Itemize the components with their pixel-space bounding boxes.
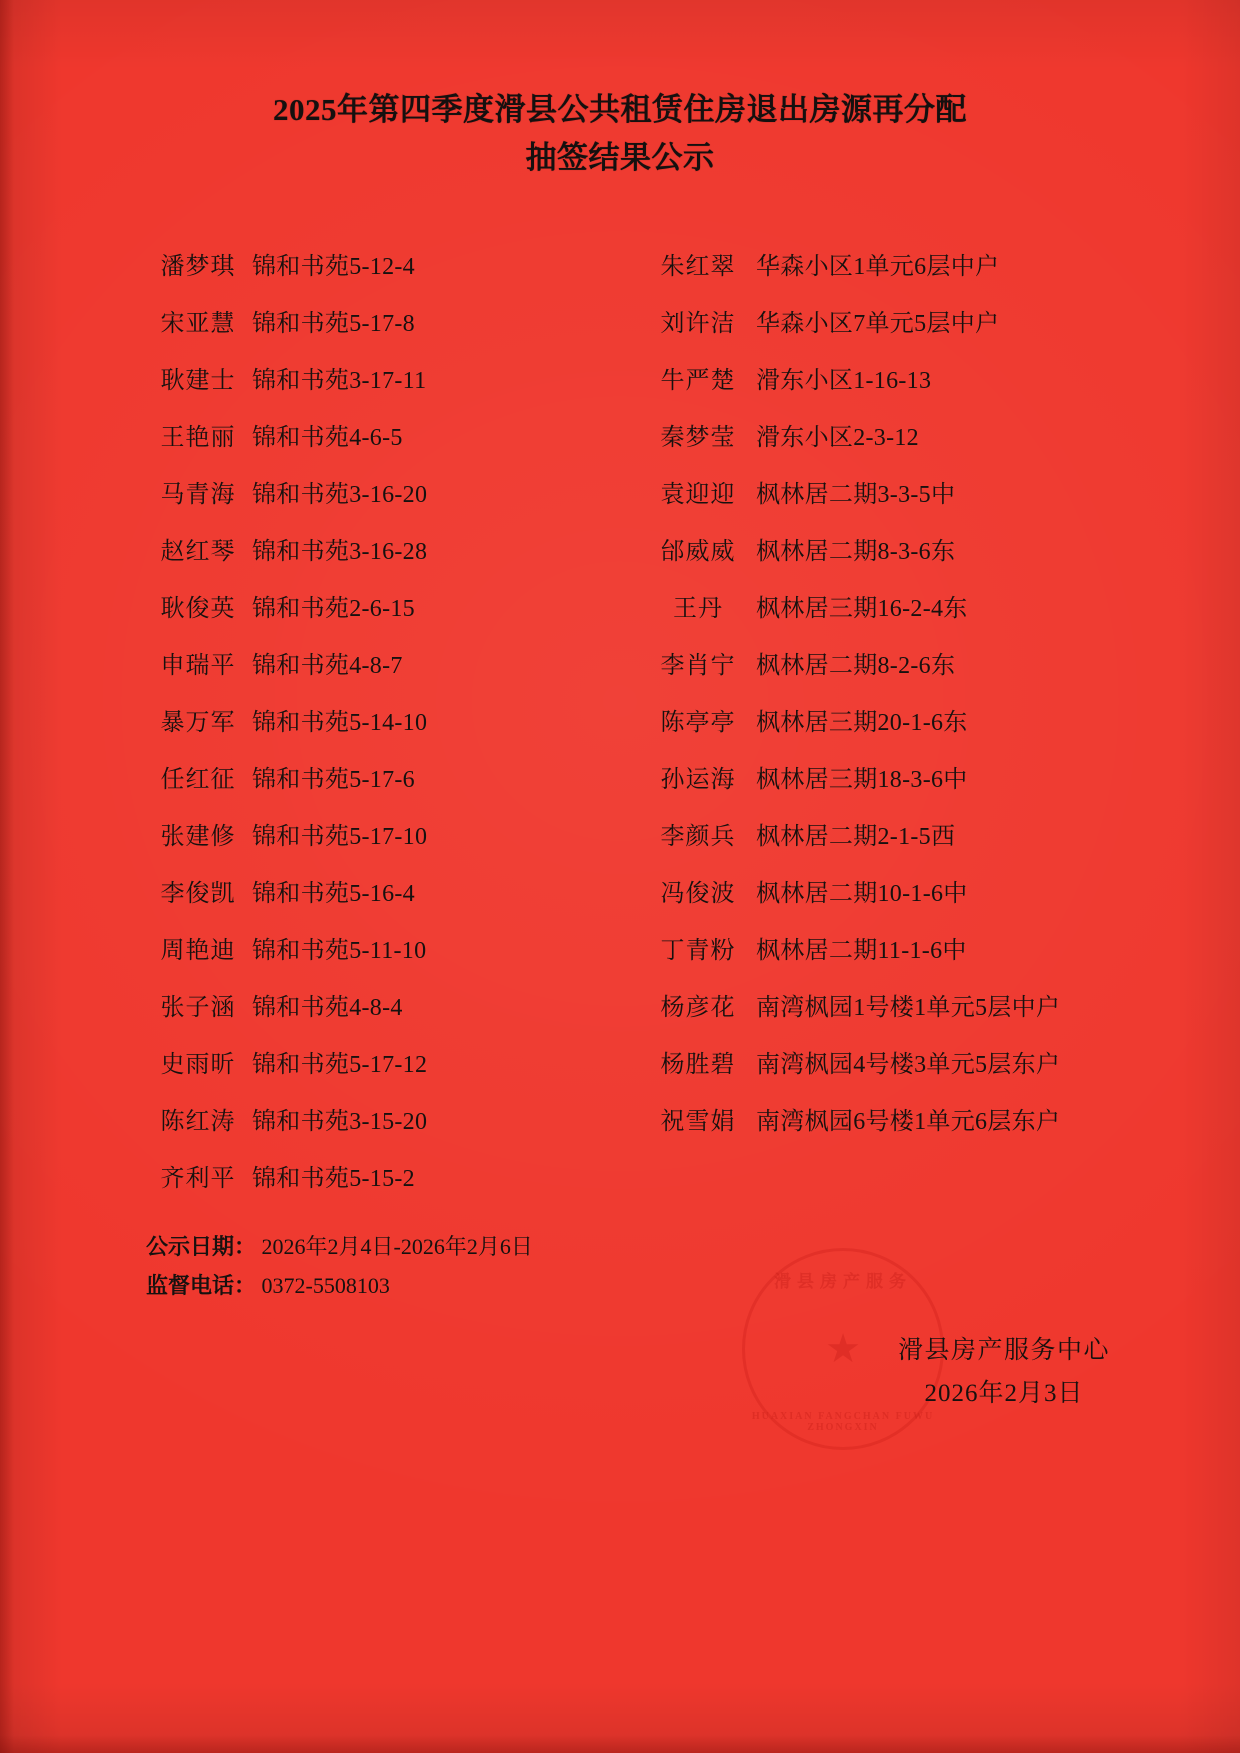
footer-info [146,1228,533,1305]
applicant-name: 王艳丽 [160,425,236,452]
applicant-name: 朱红翠 [660,254,736,281]
apartment-address: 锦和书苑5-11-10 [252,938,427,965]
apartment-address: 锦和书苑5-17-12 [252,1052,428,1079]
applicant-name: 耿俊英 [160,596,236,623]
apartment-address: 锦和书苑4-8-7 [252,653,403,680]
applicant-name: 赵红琴 [160,539,236,566]
list-item [640,759,1112,816]
apartment-address: 枫林居二期3-3-5中 [756,482,956,509]
supervision-phone-row [146,1267,533,1306]
apartment-address: 锦和书苑5-15-2 [252,1166,415,1193]
list-item [640,474,1112,531]
applicant-name: 牛严楚 [660,368,736,395]
list-item [640,1101,1112,1158]
result-column-left [128,246,620,1215]
publicity-period-value: 2026年2月4日-2026年2月6日 [261,1234,533,1259]
star-icon: ★ [825,1326,861,1371]
list-item [640,531,1112,588]
apartment-address: 锦和书苑2-6-15 [252,596,415,623]
applicant-name: 秦梦莹 [660,425,736,452]
list-item [144,702,620,759]
list-item [144,1158,620,1215]
applicant-name: 张建修 [160,824,236,851]
apartment-address: 锦和书苑4-8-4 [252,995,403,1022]
applicant-name: 宋亚慧 [160,311,236,338]
applicant-name: 李肖宁 [660,653,736,680]
apartment-address: 锦和书苑5-17-10 [252,824,428,851]
apartment-address: 锦和书苑3-15-20 [252,1109,428,1136]
applicant-name: 陈红涛 [160,1109,236,1136]
list-item [144,987,620,1044]
list-item [144,303,620,360]
list-item [144,246,620,303]
list-item [144,588,620,645]
publicity-period-row [146,1228,533,1267]
apartment-address: 锦和书苑5-16-4 [252,881,415,908]
list-item [144,474,620,531]
apartment-address: 滑东小区1-16-13 [756,368,932,395]
list-item [144,759,620,816]
apartment-address: 枫林居三期20-1-6东 [756,710,968,737]
lottery-result-list [128,246,1112,1215]
applicant-name: 任红征 [160,767,236,794]
apartment-address: 南湾枫园4号楼3单元5层东户 [756,1052,1061,1079]
applicant-name: 潘梦琪 [160,254,236,281]
applicant-name: 袁迎迎 [660,482,736,509]
apartment-address: 枫林居二期8-3-6东 [756,539,956,566]
applicant-name: 史雨昕 [160,1052,236,1079]
list-item [144,1101,620,1158]
list-item [144,816,620,873]
list-item [144,531,620,588]
list-item [640,702,1112,759]
apartment-address: 枫林居三期18-3-6中 [756,767,968,794]
applicant-name: 陈亭亭 [660,710,736,737]
apartment-address: 枫林居三期16-2-4东 [756,596,968,623]
apartment-address: 锦和书苑4-6-5 [252,425,403,452]
apartment-address: 枫林居二期2-1-5西 [756,824,956,851]
list-item [640,1044,1112,1101]
applicant-name: 杨胜碧 [660,1052,736,1079]
list-item [144,360,620,417]
seal-top-text: 滑县房产服务 [774,1272,912,1291]
apartment-address: 枫林居二期8-2-6东 [756,653,956,680]
result-column-right [620,246,1112,1215]
page-title-line-2: 抽签结果公示 [525,140,715,176]
list-item [640,645,1112,702]
apartment-address: 华森小区7单元5层中户 [756,311,1000,338]
applicant-name: 齐利平 [160,1166,236,1193]
applicant-name: 李俊凯 [160,881,236,908]
supervision-phone-label: 监督电话： [146,1272,257,1298]
applicant-name: 暴万军 [160,710,236,737]
page-title [128,86,1112,182]
list-item [144,1044,620,1101]
apartment-address: 南湾枫园1号楼1单元5层中户 [756,995,1061,1022]
list-item [640,246,1112,303]
list-item [640,873,1112,930]
issuer-signature [898,1330,1110,1415]
apartment-address: 锦和书苑3-16-28 [252,539,428,566]
applicant-name: 周艳迪 [160,938,236,965]
applicant-name: 李颜兵 [660,824,736,851]
list-item [144,645,620,702]
issuer-organization: 滑县房产服务中心 [897,1337,1110,1364]
applicant-name: 马青海 [160,482,236,509]
list-item [640,360,1112,417]
apartment-address: 枫林居二期11-1-6中 [756,938,967,965]
apartment-address: 滑东小区2-3-12 [756,425,919,452]
list-item [640,588,1112,645]
apartment-address: 锦和书苑3-16-20 [252,482,428,509]
applicant-name: 邰威威 [660,539,736,566]
apartment-address: 枫林居二期10-1-6中 [756,881,968,908]
applicant-name: 冯俊波 [660,881,736,908]
apartment-address: 锦和书苑5-14-10 [252,710,428,737]
applicant-name: 申瑞平 [160,653,236,680]
apartment-address: 南湾枫园6号楼1单元6层东户 [756,1109,1061,1136]
applicant-name: 王丹 [673,596,723,623]
list-item [640,417,1112,474]
list-item [640,930,1112,987]
seal-bottom-text: HUAXIAN FANGCHAN FUWU ZHONGXIN [751,1411,935,1433]
list-item [144,873,620,930]
applicant-name: 张子涵 [160,995,236,1022]
applicant-name: 祝雪娟 [660,1109,736,1136]
apartment-address: 华森小区1单元6层中户 [756,254,1000,281]
list-item [144,930,620,987]
applicant-name: 耿建士 [160,368,236,395]
applicant-name: 刘许洁 [660,311,736,338]
apartment-address: 锦和书苑5-17-6 [252,767,415,794]
list-item [640,816,1112,873]
apartment-address: 锦和书苑5-12-4 [252,254,415,281]
applicant-name: 丁青粉 [660,938,736,965]
apartment-address: 锦和书苑5-17-8 [252,311,415,338]
publicity-period-label: 公示日期： [146,1234,257,1259]
applicant-name: 杨彦花 [660,995,736,1022]
supervision-phone-value: 0372-5508103 [261,1272,390,1298]
issue-date: 2026年2月3日 [924,1379,1084,1407]
list-item [640,987,1112,1044]
list-item [144,417,620,474]
page-title-line-1: 2025年第四季度滑县公共租赁住房退出房源再分配 [273,92,967,127]
applicant-name: 孙运海 [660,767,736,794]
list-item [640,303,1112,360]
apartment-address: 锦和书苑3-17-11 [252,368,427,395]
